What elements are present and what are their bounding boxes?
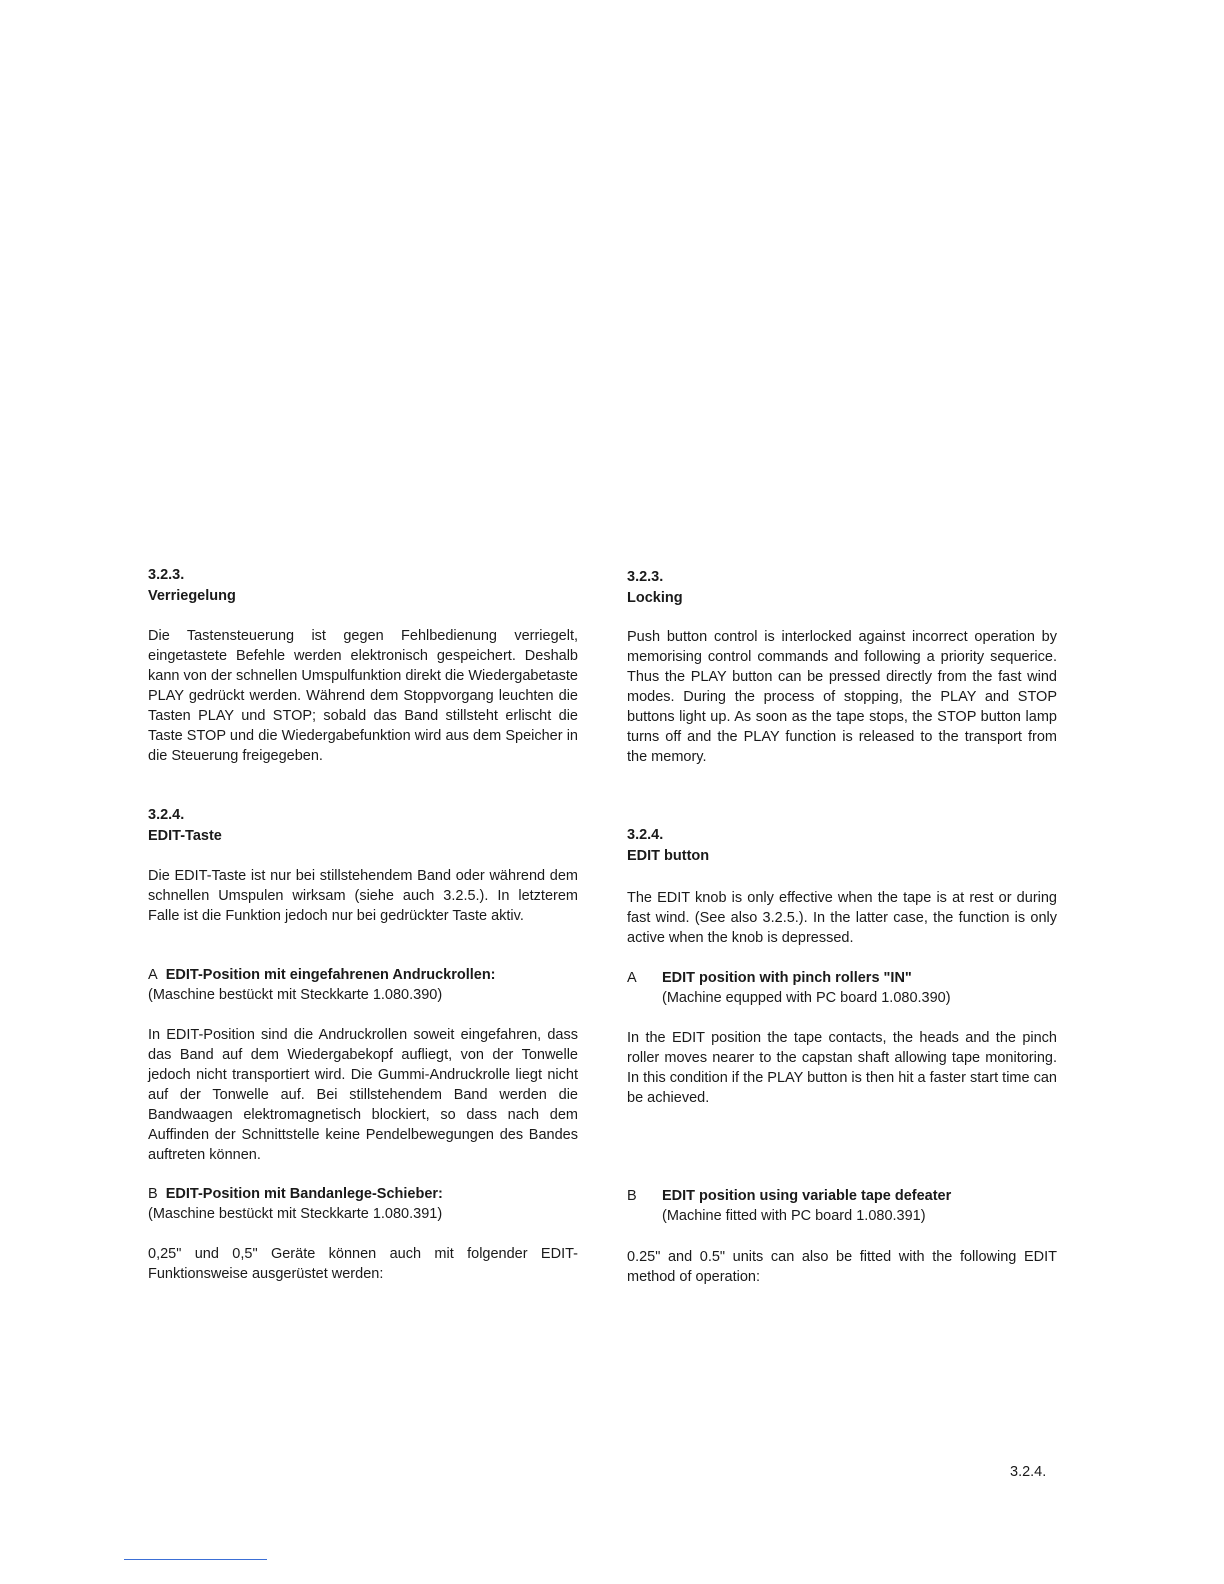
paragraph: 0,25" und 0,5" Geräte können auch mit folgender EDIT-Funktionsweise ausgerüstet werden: [148, 1246, 578, 1282]
subsection-note: (Machine equpped with PC board 1.080.390) [662, 990, 951, 1006]
subsection-title: EDIT position with pinch rollers "IN" [662, 970, 912, 986]
section-number: 3.2.4. [627, 827, 664, 843]
subsection-title: EDIT-Position mit eingefahrenen Andruckrollen: [165, 967, 496, 983]
subsection-a-heading-de [148, 965, 578, 1005]
subsection-title: EDIT-Position mit Bandanlege-Schieber: [165, 1186, 443, 1202]
subsection-b-heading-en [627, 1186, 1057, 1226]
section-number: 3.2.3. [148, 567, 185, 583]
subsection-letter: B [148, 1186, 158, 1202]
section-3-2-4-heading-de [148, 805, 578, 847]
section-title: EDIT button [627, 848, 710, 864]
paragraph: In EDIT-Position sind die Andruckrollen soweit eingefahren, dass das Band auf dem Wiedergabekopf aufliegt, von der Tonwelle jedoch nicht transportiert wird. Die Gummi-Andruckrolle liegt nicht auf der Tonwelle auf. Bei stillstehendem Band werden die Bandwaagen elektromagnetisch blockiert, so dass nach dem Auffinden der Schnittstelle keine Pendelbewegungen des Bandes auftreten können. [148, 1027, 578, 1163]
paragraph: 0.25" and 0.5" units can also be fitted with the following EDIT method of operation: [627, 1249, 1057, 1285]
section-3-2-3-body-en [627, 627, 1057, 767]
paragraph: In the EDIT position the tape contacts, the heads and the pinch roller moves nearer to the capstan shaft allowing tape monitoring. In this condition if the PLAY button is then hit a faster start time can be achieved. [627, 1030, 1057, 1106]
subsection-b-body-en [627, 1247, 1057, 1287]
footnote-divider [124, 1559, 267, 1560]
subsection-letter: A [148, 967, 158, 983]
subsection-b-body-de [148, 1244, 578, 1284]
section-3-2-4-heading-en [627, 825, 1057, 867]
section-title: Locking [627, 590, 683, 606]
subsection-b-heading-de [148, 1184, 578, 1224]
section-3-2-3-body-de [148, 626, 578, 766]
paragraph: Die EDIT-Taste ist nur bei stillstehendem Band oder während dem schnellen Umspulen wirksam (siehe auch 3.2.5.). In letzterem Falle ist die Funktion jedoch nur bei gedrückter Taste aktiv. [148, 868, 578, 924]
subsection-a-body-en [627, 1028, 1057, 1108]
subsection-note: (Machine fitted with PC board 1.080.391) [662, 1208, 926, 1224]
section-number: 3.2.4. [148, 807, 185, 823]
paragraph: Push button control is interlocked against incorrect operation by memorising control commands and following a priority sequerice. Thus the PLAY button can be pressed directly from the fast wind modes. During the process of stopping, the PLAY and STOP buttons light up. As soon as the tape stops, the STOP button lamp turns off and the PLAY function is released to the transport from the memory. [627, 629, 1057, 765]
page-number: 3.2.4. [1010, 1464, 1047, 1480]
section-3-2-3-heading-en [627, 567, 1057, 609]
section-number: 3.2.3. [627, 569, 664, 585]
subsection-letter: B [627, 1188, 637, 1204]
subsection-letter: A [627, 970, 637, 986]
subsection-a-heading-en [627, 968, 1057, 1008]
paragraph: The EDIT knob is only effective when the tape is at rest or during fast wind. (See also 3.2.5.). In the latter case, the function is only active when the knob is depressed. [627, 890, 1057, 946]
paragraph: Die Tastensteuerung ist gegen Fehlbedienung verriegelt, eingetastete Befehle werden elektronisch gespeichert. Deshalb kann von der schnellen Umspulfunktion direkt die Wiedergabetaste PLAY gedrückt werden. Während dem Stoppvorgang leuchten die Tasten PLAY und STOP; sobald das Band stillsteht erlischt die Taste STOP und die Wiedergabefunktion wird aus dem Speicher in die Steuerung freigegeben. [148, 628, 578, 764]
section-3-2-3-heading-de [148, 565, 578, 607]
section-title: EDIT-Taste [148, 828, 222, 844]
subsection-note: (Maschine bestückt mit Steckkarte 1.080.390) [148, 987, 443, 1003]
section-3-2-4-body-en [627, 888, 1057, 948]
section-3-2-4-body-de [148, 866, 578, 926]
subsection-note: (Maschine bestückt mit Steckkarte 1.080.391) [148, 1206, 443, 1222]
subsection-a-body-de [148, 1025, 578, 1165]
section-title: Verriegelung [148, 588, 236, 604]
subsection-title: EDIT position using variable tape defeater [662, 1188, 952, 1204]
